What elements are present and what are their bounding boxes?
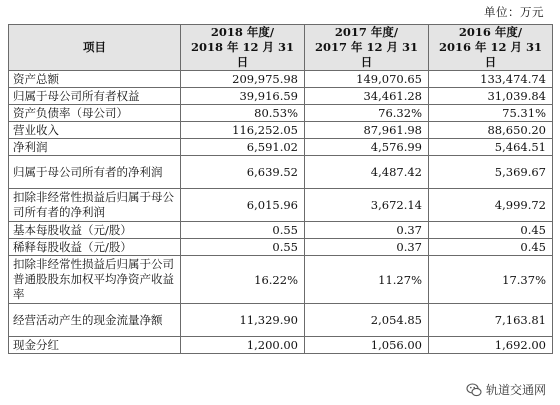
table-row: [9, 256, 553, 304]
header-2018: [181, 25, 305, 71]
value-2016: 0.45: [429, 239, 553, 256]
table-row: [9, 105, 553, 122]
value-2017: 76.32%: [305, 105, 429, 122]
value-2016: 31,039.84: [429, 88, 553, 105]
table-row: [9, 139, 553, 156]
value-2017: 149,070.65: [305, 71, 429, 88]
table-header-row: [9, 25, 553, 71]
table-row: [9, 71, 553, 88]
value-2018: 6,639.52: [181, 156, 305, 189]
row-label: 资产负债率（母公司）: [9, 105, 181, 122]
value-2017: 3,672.14: [305, 189, 429, 222]
row-label: 扣除非经常性损益后归属于母公司所有者的净利润: [9, 189, 181, 222]
header-2016-line2: 2016 年 12 月 31 日: [438, 40, 543, 69]
value-2018: 11,329.90: [181, 304, 305, 337]
value-2016: 88,650.20: [429, 122, 553, 139]
table-row: [9, 337, 553, 354]
value-2018: 1,200.00: [181, 337, 305, 354]
value-2016: 5,369.67: [429, 156, 553, 189]
row-label: 经营活动产生的现金流量净额: [9, 304, 181, 337]
header-2017: [305, 25, 429, 71]
value-2016: 0.45: [429, 222, 553, 239]
header-2018-line1: 2018 年度/: [210, 25, 275, 39]
row-label: 归属于母公司所有者的净利润: [9, 156, 181, 189]
header-2018-line2: 2018 年 12 月 31 日: [190, 40, 295, 69]
row-label: 扣除非经常性损益后归属于公司普通股股东加权平均净资产收益率: [9, 256, 181, 304]
table-row: [9, 88, 553, 105]
table-row: [9, 122, 553, 139]
value-2017: 4,576.99: [305, 139, 429, 156]
table-row: [9, 239, 553, 256]
header-item: 项目: [9, 25, 181, 71]
value-2017: 0.37: [305, 222, 429, 239]
value-2017: 2,054.85: [305, 304, 429, 337]
value-2018: 16.22%: [181, 256, 305, 304]
value-2017: 4,487.42: [305, 156, 429, 189]
header-2017-line1: 2017 年度/: [334, 25, 399, 39]
value-2016: 75.31%: [429, 105, 553, 122]
table-row: [9, 156, 553, 189]
watermark: [462, 380, 550, 399]
header-2017-line2: 2017 年 12 月 31 日: [314, 40, 419, 69]
row-label: 归属于母公司所有者权益: [9, 88, 181, 105]
table-row: [9, 189, 553, 222]
value-2016: 4,999.72: [429, 189, 553, 222]
value-2017: 11.27%: [305, 256, 429, 304]
value-2016: 5,464.51: [429, 139, 553, 156]
value-2016: 7,163.81: [429, 304, 553, 337]
value-2017: 87,961.98: [305, 122, 429, 139]
value-2017: 34,461.28: [305, 88, 429, 105]
row-label: 净利润: [9, 139, 181, 156]
table-row: [9, 304, 553, 337]
value-2018: 0.55: [181, 239, 305, 256]
financial-summary-table: [8, 24, 553, 354]
value-2017: 1,056.00: [305, 337, 429, 354]
row-label: 基本每股收益（元/股）: [9, 222, 181, 239]
value-2016: 1,692.00: [429, 337, 553, 354]
value-2016: 133,474.74: [429, 71, 553, 88]
table-row: [9, 222, 553, 239]
row-label: 营业收入: [9, 122, 181, 139]
value-2018: 6,591.02: [181, 139, 305, 156]
value-2018: 116,252.05: [181, 122, 305, 139]
value-2018: 80.53%: [181, 105, 305, 122]
wechat-icon: [466, 382, 482, 398]
value-2018: 39,916.59: [181, 88, 305, 105]
watermark-text: 轨道交通网: [485, 383, 546, 397]
row-label: 现金分红: [9, 337, 181, 354]
header-2016: [429, 25, 553, 71]
value-2018: 209,975.98: [181, 71, 305, 88]
unit-label: 单位：万元: [484, 5, 544, 19]
header-2016-line1: 2016 年度/: [458, 25, 523, 39]
row-label: 稀释每股收益（元/股）: [9, 239, 181, 256]
value-2016: 17.37%: [429, 256, 553, 304]
value-2018: 0.55: [181, 222, 305, 239]
value-2018: 6,015.96: [181, 189, 305, 222]
row-label: 资产总额: [9, 71, 181, 88]
value-2017: 0.37: [305, 239, 429, 256]
